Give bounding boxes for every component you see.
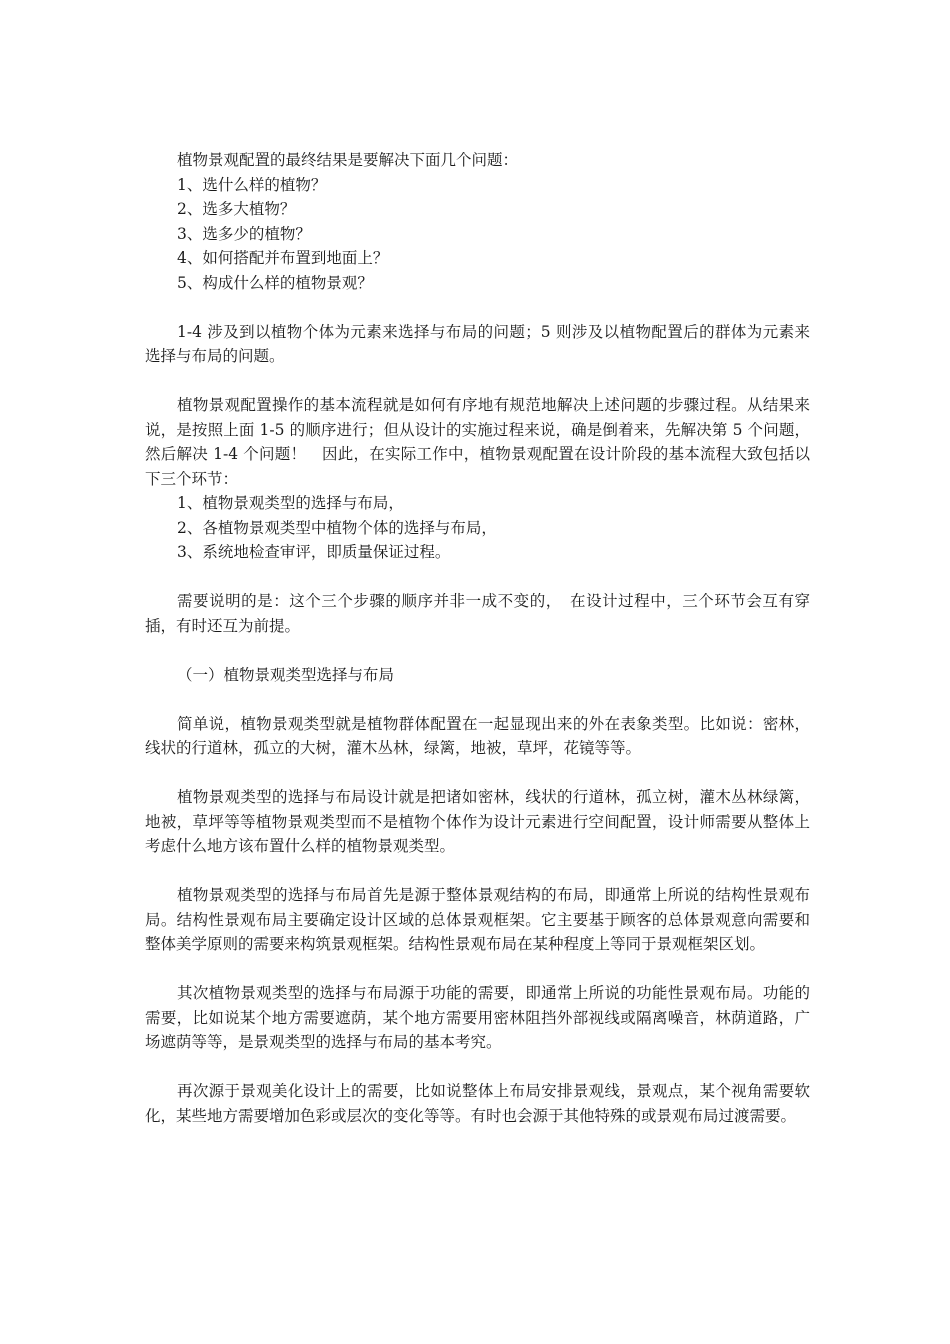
paragraph-structural: 植物景观类型的选择与布局首先是源于整体景观结构的布局，即通常上所说的结构性景观布局。结构性景观布局主要确定设计区域的总体景观框架。它主要基于顾客的总体景观意向需要和整体美学原则的需要来构筑景观框架。结构性景观布局在某种程度上等同于景观框架区划。 [145,886,810,953]
spacer [145,859,810,884]
paragraph-functional: 其次植物景观类型的选择与布局源于功能的需要，即通常上所说的功能性景观布局。功能的需要，比如说某个地方需要遮荫，某个地方需要用密林阻挡外部视线或隔离噪音，林荫道路，广场遮荫等等，是景观类型的选择与布局的基本考究。 [145,984,810,1051]
section-title: （一）植物景观类型选择与布局 [177,665,395,684]
spacer [145,687,810,712]
paragraph-workflow: 植物景观配置操作的基本流程就是如何有序地有规范地解决上述问题的步骤过程。从结果来说，是按照上面 1-5 的顺序进行；但从设计的实施过程来说，确是倒着来，先解决第 5 个问题，然后解决 1-4 个问题！ 因此，在实际工作中，植物景观配置在设计阶段的基本流程大致包括以下三个环节： [145,396,810,488]
spacer [145,565,810,590]
question-item: 1、选什么样的植物？ [177,175,327,194]
step-item: 2、各植物景观类型中植物个体的选择与布局， [177,518,497,537]
question-item: 2、选多大植物？ [177,200,296,218]
question-item: 5、构成什么样的植物景观？ [177,273,373,292]
intro-lead: 植物景观配置的最终结果是要解决下面几个问题： [177,151,519,169]
question-item: 4、如何搭配并布置到地面上？ [177,249,389,267]
paragraph-note: 需要说明的是：这个三个步骤的顺序并非一成不变的， 在设计过程中，三个环节会互有穿插，有时还互为前提。 [145,592,810,635]
paragraph-aesthetic: 再次源于景观美化设计上的需要，比如说整体上布局安排景观线，景观点，某个视角需要软化，某些地方需要增加色彩或层次的变化等等。有时也会源于其他特殊的或景观布局过渡需要。 [145,1082,810,1125]
step-item: 3、系统地检查审评，即质量保证过程。 [177,543,451,561]
paragraph-scope: 1-4 涉及到以植物个体为元素来选择与布局的问题；5 则涉及以植物配置后的群体为元素来选择与布局的问题。 [145,322,810,365]
paragraph-layout-design: 植物景观类型的选择与布局设计就是把诸如密林，线状的行道林，孤立树，灌木丛林绿篱，地被，草坪等等植物景观类型而不是植物个体作为设计元素进行空间配置，设计师需要从整体上考虑什么地方该布置什么样的植物景观类型。 [145,788,810,855]
question-item: 3、选多少的植物？ [177,224,311,243]
spacer [145,1055,810,1080]
spacer [145,957,810,982]
spacer [145,295,810,320]
spacer [145,638,810,663]
spacer [145,761,810,786]
spacer [145,369,810,394]
step-item: 1、植物景观类型的选择与布局， [177,494,404,512]
document-body [145,148,810,1128]
paragraph-definition: 简单说，植物景观类型就是植物群体配置在一起显现出来的外在表象类型。比如说：密林，线状的行道林，孤立的大树，灌木丛林，绿篱，地被，草坪，花镜等等。 [145,714,810,757]
